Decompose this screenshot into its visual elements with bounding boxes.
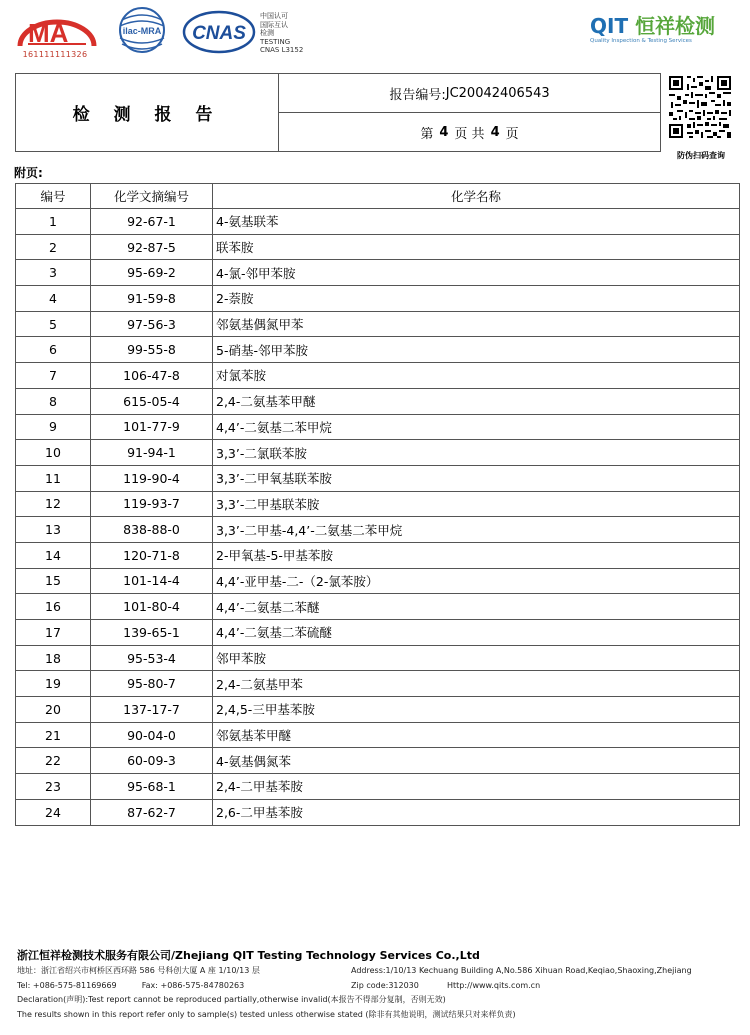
cnas-label: CNAS <box>192 23 246 44</box>
table-row <box>16 363 740 389</box>
cell-number: 18 <box>16 645 91 671</box>
cell-cas-number: 92-87-5 <box>91 234 213 260</box>
logo-row <box>10 4 740 62</box>
cell-chemical-name: 2,4-二氨基甲苯 <box>213 671 740 697</box>
table-row <box>16 465 740 491</box>
cell-number: 20 <box>16 697 91 723</box>
cell-chemical-name: 邻甲苯胺 <box>213 645 740 671</box>
cell-cas-number: 137-17-7 <box>91 697 213 723</box>
table-row <box>16 620 740 646</box>
cell-number: 3 <box>16 260 91 286</box>
cell-cas-number: 97-56-3 <box>91 311 213 337</box>
table-row <box>16 671 740 697</box>
cell-chemical-name: 3,3’-二甲氧基联苯胺 <box>213 465 740 491</box>
cell-chemical-name: 4,4’-亚甲基-二-（2-氯苯胺） <box>213 568 740 594</box>
cell-cas-number: 95-69-2 <box>91 260 213 286</box>
column-header-cas: 化学文摘编号 <box>91 184 213 209</box>
cell-chemical-name: 4,4’-二氨基二苯甲烷 <box>213 414 740 440</box>
footer <box>17 948 737 1022</box>
table-header-row <box>16 184 740 209</box>
cma-code: 161111111326 <box>22 50 88 59</box>
table-row <box>16 234 740 260</box>
results-note: The results shown in this report refer only to sample(s) tested unless otherwise stated (除非有其他说明，测试结果只对来样负责) <box>17 1009 516 1019</box>
cell-chemical-name: 3,3’-二氯联苯胺 <box>213 440 740 466</box>
cell-chemical-name: 对氯苯胺 <box>213 363 740 389</box>
cell-chemical-name: 2-甲氧基-5-甲基苯胺 <box>213 542 740 568</box>
cell-number: 9 <box>16 414 91 440</box>
table-row <box>16 594 740 620</box>
table-row <box>16 491 740 517</box>
cell-chemical-name: 2,6-二甲基苯胺 <box>213 799 740 825</box>
table-body <box>16 209 740 826</box>
cnas-accreditation-text: 中国认可 国际互认 检测 TESTING CNAS L3152 <box>260 12 304 54</box>
ilac-label: ilac-MRA <box>122 26 162 36</box>
cell-cas-number: 101-14-4 <box>91 568 213 594</box>
cell-number: 12 <box>16 491 91 517</box>
cell-chemical-name: 4,4’-二氨基二苯醚 <box>213 594 740 620</box>
company-name: 浙江恒祥检测技术服务有限公司/Zhejiang QIT Testing Technology Services Co.,Ltd <box>17 949 480 962</box>
table-row <box>16 774 740 800</box>
cell-chemical-name: 4-氨基偶氮苯 <box>213 748 740 774</box>
cell-number: 4 <box>16 286 91 312</box>
table-row <box>16 517 740 543</box>
telephone: Tel: +086-575-81169669 <box>17 980 117 990</box>
cell-number: 7 <box>16 363 91 389</box>
cell-number: 6 <box>16 337 91 363</box>
cell-number: 11 <box>16 465 91 491</box>
cell-number: 23 <box>16 774 91 800</box>
cell-cas-number: 95-68-1 <box>91 774 213 800</box>
cell-chemical-name: 3,3’-二甲基联苯胺 <box>213 491 740 517</box>
cell-chemical-name: 2,4,5-三甲基苯胺 <box>213 697 740 723</box>
cell-chemical-name: 4-氯-邻甲苯胺 <box>213 260 740 286</box>
cell-cas-number: 87-62-7 <box>91 799 213 825</box>
cell-number: 5 <box>16 311 91 337</box>
cell-cas-number: 92-67-1 <box>91 209 213 235</box>
column-header-name: 化学名称 <box>213 184 740 209</box>
table-row <box>16 722 740 748</box>
cell-number: 8 <box>16 388 91 414</box>
declaration: Declaration(声明):Test report cannot be reproduced partially,otherwise invalid(本报告不得部分复制，否则无效) <box>17 995 446 1004</box>
report-title: 检 测 报 告 <box>16 74 279 151</box>
cell-chemical-name: 3,3’-二甲基-4,4’-二氨基二苯甲烷 <box>213 517 740 543</box>
table-row <box>16 748 740 774</box>
cell-number: 1 <box>16 209 91 235</box>
cell-number: 19 <box>16 671 91 697</box>
page-indicator: 第 4 页 共 4 页 <box>420 124 519 142</box>
cell-cas-number: 119-90-4 <box>91 465 213 491</box>
cell-chemical-name: 邻氨基苯甲醚 <box>213 722 740 748</box>
cell-number: 16 <box>16 594 91 620</box>
report-number: JC20042406543 <box>445 85 550 101</box>
chemical-table <box>15 183 740 826</box>
zip-code: Zip code:312030 <box>351 980 419 990</box>
website-link[interactable]: Http://www.qits.com.cn <box>447 980 541 990</box>
cell-number: 13 <box>16 517 91 543</box>
cell-chemical-name: 联苯胺 <box>213 234 740 260</box>
report-number-label: 报告编号: <box>389 87 446 103</box>
report-header <box>15 73 661 152</box>
qit-logo: QIT 恒祥检测 Quality Inspection & Testing Services <box>590 14 716 44</box>
address-cn: 地址：浙江省绍兴市柯桥区西环路 586 号科创大厦 A 座 1/10/13 层 <box>17 966 260 975</box>
table-row <box>16 311 740 337</box>
cell-number: 14 <box>16 542 91 568</box>
table-row <box>16 260 740 286</box>
cell-cas-number: 139-65-1 <box>91 620 213 646</box>
cell-number: 2 <box>16 234 91 260</box>
qr-caption: 防伪扫码查询 <box>677 151 725 160</box>
cnas-logo <box>182 10 256 54</box>
cell-chemical-name: 邻氨基偶氮甲苯 <box>213 311 740 337</box>
table-row <box>16 414 740 440</box>
cell-cas-number: 615-05-4 <box>91 388 213 414</box>
cell-chemical-name: 4-氨基联苯 <box>213 209 740 235</box>
cell-number: 21 <box>16 722 91 748</box>
table-row <box>16 209 740 235</box>
address-en: Address:1/10/13 Kechuang Building A,No.586 Xihuan Road,Keqiao,Shaoxing,Zhejiang <box>351 966 692 975</box>
appendix-label: 附页: <box>14 166 43 180</box>
cell-cas-number: 91-59-8 <box>91 286 213 312</box>
cell-cas-number: 101-80-4 <box>91 594 213 620</box>
table-row <box>16 645 740 671</box>
cell-number: 17 <box>16 620 91 646</box>
cell-number: 15 <box>16 568 91 594</box>
cell-cas-number: 60-09-3 <box>91 748 213 774</box>
cell-number: 10 <box>16 440 91 466</box>
table-row <box>16 388 740 414</box>
cell-chemical-name: 2,4-二氨基苯甲醚 <box>213 388 740 414</box>
cell-chemical-name: 2-萘胺 <box>213 286 740 312</box>
cell-cas-number: 120-71-8 <box>91 542 213 568</box>
cell-cas-number: 838-88-0 <box>91 517 213 543</box>
table-row <box>16 337 740 363</box>
ilac-mra-logo <box>108 6 176 54</box>
page-total: 4 <box>490 124 500 140</box>
table-row <box>16 440 740 466</box>
cell-cas-number: 90-04-0 <box>91 722 213 748</box>
table-row <box>16 697 740 723</box>
table-row <box>16 542 740 568</box>
table-row <box>16 286 740 312</box>
table-row <box>16 799 740 825</box>
qr-code-icon[interactable] <box>667 74 733 140</box>
cell-cas-number: 95-53-4 <box>91 645 213 671</box>
report-number-cell <box>279 74 660 113</box>
cell-cas-number: 91-94-1 <box>91 440 213 466</box>
cell-cas-number: 119-93-7 <box>91 491 213 517</box>
cell-cas-number: 101-77-9 <box>91 414 213 440</box>
cell-chemical-name: 4,4’-二氨基二苯硫醚 <box>213 620 740 646</box>
cell-cas-number: 95-80-7 <box>91 671 213 697</box>
column-header-number: 编号 <box>16 184 91 209</box>
svg-text:MA: MA <box>28 18 69 48</box>
table-row <box>16 568 740 594</box>
page-current: 4 <box>439 124 449 140</box>
cell-cas-number: 106-47-8 <box>91 363 213 389</box>
cell-number: 22 <box>16 748 91 774</box>
qit-subtitle: Quality Inspection & Testing Services <box>590 38 692 44</box>
fax: Fax: +086-575-84780263 <box>141 980 245 990</box>
cell-chemical-name: 2,4-二甲基苯胺 <box>213 774 740 800</box>
cell-number: 24 <box>16 799 91 825</box>
cell-cas-number: 99-55-8 <box>91 337 213 363</box>
cell-chemical-name: 5-硝基-邻甲苯胺 <box>213 337 740 363</box>
